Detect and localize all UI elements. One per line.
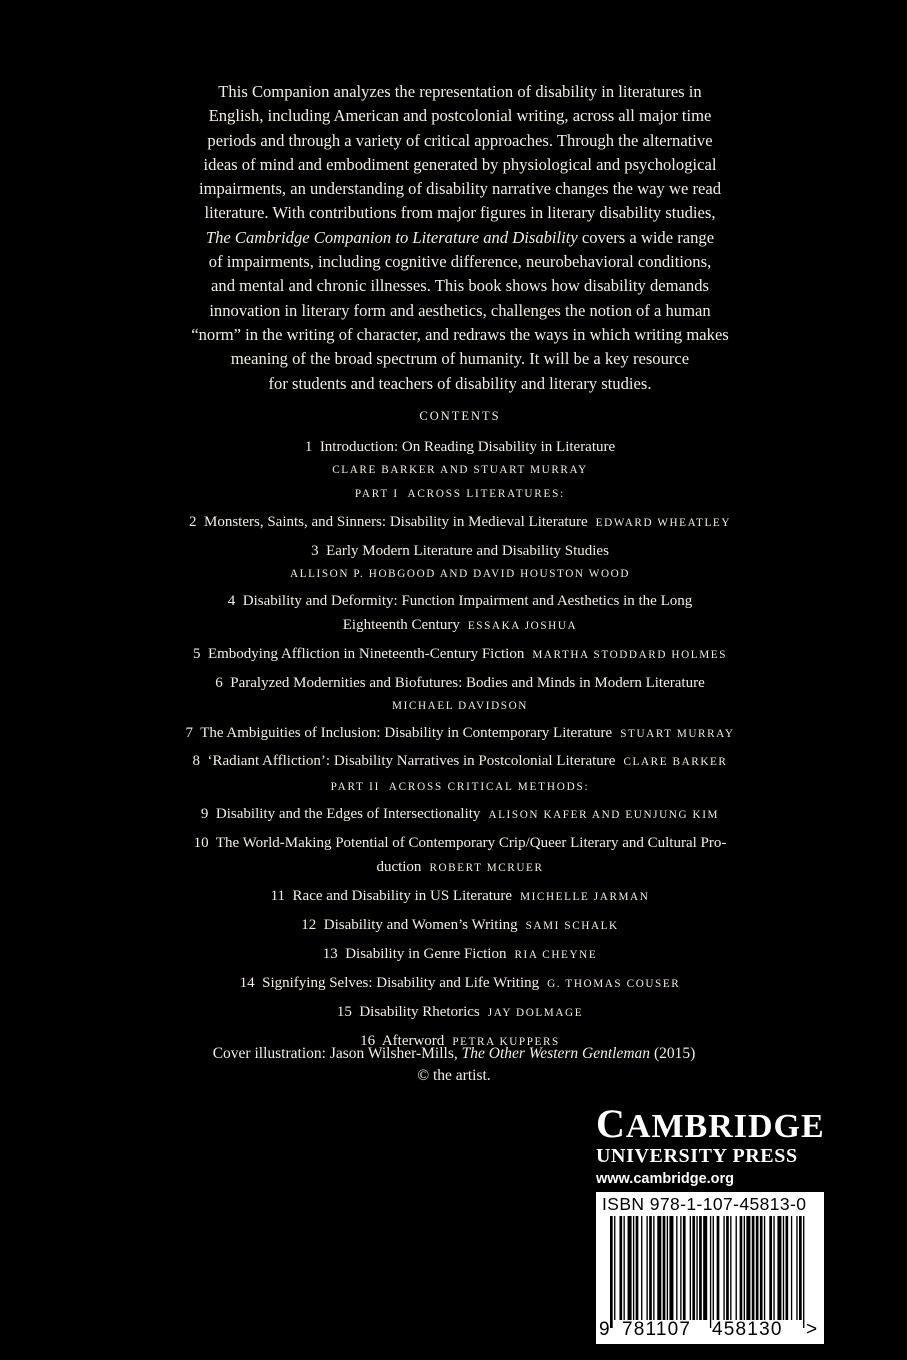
contents-entry (110, 971, 810, 996)
barcode-bar (756, 1216, 759, 1320)
blurb-line: for students and teachers of disability and literary studies. (268, 373, 652, 393)
barcode-bar (696, 1216, 697, 1320)
barcode-bar (786, 1216, 789, 1320)
entry-author: G. THOMAS COUSER (547, 978, 681, 990)
entry-author: JAY DOLMAGE (487, 1007, 584, 1019)
entry-title: ‘Radiant Affliction’: Disability Narratives in Postcolonial Literature (207, 753, 616, 769)
entry-title: Disability and the Edges of Intersectionality (215, 806, 481, 822)
entry-author: ALISON KAFER AND EUNJUNG KIM (488, 809, 720, 821)
entry-author: STUART MURRAY (620, 728, 735, 740)
entry-number: 14 (239, 975, 255, 991)
barcode-bar (773, 1216, 774, 1320)
entry-author: RIA CHEYNE (514, 949, 598, 961)
contents-entry (110, 642, 810, 667)
blurb-line: This Companion analyzes the representation of disability in literatures in (218, 82, 702, 101)
blurb-line: periods and through a variety of critical approaches. Through the alternative (207, 130, 713, 150)
isbn-text: ISBN 978-1-107-45813-0 (602, 1194, 807, 1214)
entry-number: 2 (188, 514, 197, 530)
entry-title: Signifying Selves: Disability and Life Writing (262, 975, 540, 991)
barcode-bar (628, 1216, 632, 1320)
barcode-bar (703, 1216, 707, 1320)
entry-number: 8 (192, 753, 200, 769)
barcode-bar (764, 1216, 765, 1320)
entry-author: EDWARD WHEATLEY (595, 517, 732, 529)
blurb-line: “norm” in the writing of character, and redraws the ways in which writing makes (191, 324, 729, 344)
part-heading (110, 774, 810, 799)
blurb-line-title (130, 226, 790, 250)
barcode-bar (663, 1216, 666, 1320)
cover-credit-prefix: Cover illustration: Jason Wilsher-Mills, (212, 1045, 462, 1062)
barcode-bar (799, 1216, 802, 1320)
barcode-bar (796, 1216, 797, 1320)
entry-title: The Ambiguities of Inclusion: Disability in Contemporary Literature (200, 725, 613, 741)
entry-title: Monsters, Saints, and Sinners: Disability in Medieval Literature (203, 514, 588, 530)
publisher-name-initial: C (596, 1101, 626, 1146)
barcode-bar (680, 1216, 681, 1320)
entry-number: 13 (322, 946, 338, 962)
cover-credit-year: (2015) (650, 1045, 696, 1062)
blurb-line: English, including American and postcolonial writing, across all major time (208, 106, 712, 126)
barcode-bar (614, 1216, 615, 1320)
blurb-line: of impairments, including cognitive difference, neurobehavioral conditions, (208, 252, 712, 272)
blurb-line: literature. With contributions from major figures in literary disability studies, (204, 203, 716, 223)
barcode-bar (610, 1216, 613, 1328)
part-heading (110, 481, 810, 506)
contents-entry (110, 539, 810, 585)
barcode-bar (746, 1216, 750, 1320)
barcode-bar (653, 1216, 654, 1320)
barcode-bar (690, 1216, 691, 1320)
entry-author: MARTHA STODDARD HOLMES (532, 649, 728, 661)
barcode-bar (657, 1216, 661, 1320)
barcode-bar (683, 1216, 686, 1320)
barcode-group-left: 781107 (622, 1319, 692, 1340)
barcode-bar (649, 1216, 652, 1320)
barcode-bar (636, 1216, 639, 1320)
barcode-bar (692, 1216, 695, 1320)
blurb-line: innovation in literary form and aesthetics, challenges the notion of a human (209, 300, 711, 320)
publisher-url: www.cambridge.org (596, 1171, 735, 1187)
barcode-bar (803, 1216, 804, 1328)
barcode-bar (744, 1216, 745, 1320)
barcode-bar (676, 1216, 677, 1320)
contents-entry (110, 1000, 810, 1025)
publisher-logo (596, 1101, 826, 1189)
entry-author: CLARE BARKER AND STUART MURRAY (332, 464, 588, 476)
barcode-bar (669, 1216, 673, 1320)
contents-heading: CONTENTS (419, 409, 501, 423)
entry-title: Disability and Women’s Writing (323, 917, 518, 933)
contents-entry (110, 671, 810, 717)
entry-number: 15 (336, 1004, 352, 1020)
entry-number: 4 (227, 593, 236, 609)
entry-title: Disability and Deformity: Function Impairment and Aesthetics in the Long (242, 593, 693, 609)
contents-entry (110, 749, 810, 774)
blurb-line: and mental and chronic illnesses. This book shows how disability demands (211, 276, 709, 296)
contents-entry (110, 589, 810, 638)
contents-entry (110, 913, 810, 938)
contents-entry (110, 721, 810, 746)
entry-number: 9 (200, 806, 209, 822)
entry-title-cont: duction (376, 859, 422, 875)
contents-entry (110, 802, 810, 827)
contents-entry (110, 435, 810, 481)
entry-author: MICHELLE JARMAN (520, 891, 650, 903)
contents-entry (110, 831, 810, 880)
entry-title: Introduction: On Reading Disability in Literature (319, 439, 616, 455)
barcode-bar (633, 1216, 634, 1320)
entry-title: Race and Disability in US Literature (292, 888, 513, 904)
entry-author: SAMI SCHALK (525, 920, 619, 932)
entry-title: Early Modern Literature and Disability Studies (326, 543, 609, 559)
entry-number: 16 (360, 1033, 376, 1049)
barcode-bar (723, 1216, 724, 1320)
entry-number: 10 (193, 835, 209, 851)
cover-credit (150, 1043, 758, 1087)
back-cover-blurb (130, 80, 790, 396)
entry-title-cont: Eighteenth Century (342, 617, 460, 633)
barcode-bar (619, 1216, 622, 1320)
barcode-bar (726, 1216, 729, 1320)
barcode-bar (783, 1216, 784, 1320)
barcode-bar (710, 1216, 711, 1328)
entry-title: Disability in Genre Fiction (345, 946, 507, 962)
barcode-bars (610, 1216, 810, 1328)
table-of-contents (110, 407, 810, 1058)
cover-work-title: The Other Western Gentleman (461, 1045, 651, 1062)
isbn-barcode (596, 1192, 824, 1344)
entry-title: Embodying Affliction in Nineteenth-Century Fiction (207, 646, 525, 662)
entry-number: 5 (192, 646, 201, 662)
entry-author: ALLISON P. HOBGOOD AND DAVID HOUSTON WOOD (289, 568, 630, 580)
entry-title: Afterword (381, 1033, 445, 1049)
barcode-bar (740, 1216, 743, 1320)
barcode-bar (752, 1216, 755, 1320)
blurb-line: ideas of mind and embodiment generated by physiological and psychological (203, 154, 717, 174)
blurb-line: meaning of the broad spectrum of humanity. It will be a key resource (230, 349, 690, 369)
barcode-arrow: > (806, 1319, 819, 1340)
contents-entry (110, 510, 810, 535)
entry-number: 1 (304, 439, 313, 455)
barcode-bar (791, 1216, 792, 1320)
publisher-name (596, 1101, 826, 1146)
entry-number: 11 (270, 888, 286, 904)
contents-entry (110, 942, 810, 967)
barcode-bar (624, 1216, 625, 1320)
entry-number: 6 (215, 675, 223, 691)
entry-number: 3 (311, 543, 319, 559)
cover-credit-copyright: © the artist. (417, 1067, 491, 1084)
barcode-group-right: 458130 (712, 1319, 783, 1340)
barcode-bar (641, 1216, 642, 1320)
barcode-bar (713, 1216, 714, 1320)
barcode-bar (760, 1216, 763, 1320)
barcode-first-digit: 9 (599, 1319, 611, 1340)
entry-number: 7 (185, 725, 193, 741)
publisher-name-rest: AMBRIDGE (625, 1108, 825, 1145)
barcode-bar (736, 1216, 737, 1320)
part-label: PART II ACROSS CRITICAL METHODS: (330, 781, 590, 793)
entry-author: CLARE BARKER (623, 756, 728, 768)
barcode-bar (667, 1216, 668, 1320)
entry-author: MICHAEL DAVIDSON (392, 700, 528, 712)
barcode-bar (646, 1216, 647, 1320)
entry-title: The World-Making Potential of Contemporary Crip/Queer Literary and Cultural Pro- (215, 835, 727, 851)
barcode-bar (769, 1216, 772, 1320)
blurb-line-rest: covers a wide range (577, 227, 715, 247)
entry-author: ESSAKA JOSHUA (467, 620, 578, 632)
barcode-bar (730, 1216, 731, 1320)
publisher-subtitle: UNIVERSITY PRESS (596, 1145, 798, 1167)
entry-author: ROBERT MCRUER (429, 862, 544, 874)
contents-entry (110, 884, 810, 909)
barcode-bar (717, 1216, 720, 1320)
entry-author: PETRA KUPPERS (452, 1036, 560, 1048)
barcode-bar (699, 1216, 702, 1320)
entry-number: 12 (301, 917, 317, 933)
entry-title: Paralyzed Modernities and Biofutures: Bodies and Minds in Modern Literature (230, 675, 705, 691)
book-title: The Cambridge Companion to Literature and Disability (205, 227, 578, 247)
barcode-bar (777, 1216, 781, 1320)
blurb-line: impairments, an understanding of disability narrative changes the way we read (198, 179, 722, 199)
entry-title: Disability Rhetorics (359, 1004, 480, 1020)
part-label: PART I ACROSS LITERATURES: (354, 488, 566, 500)
